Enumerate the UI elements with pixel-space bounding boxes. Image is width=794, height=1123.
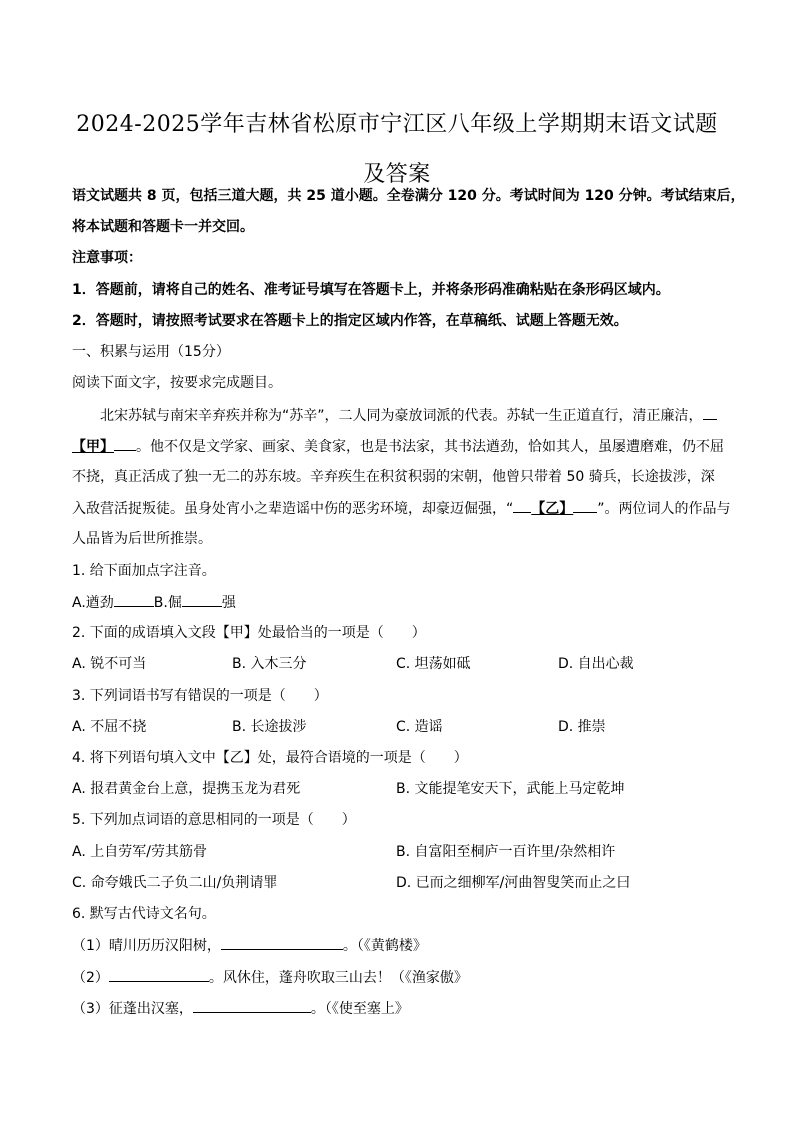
page-title: 2024-2025学年吉林省松原市宁江区八年级上学期期末语文试题及答案 (76, 112, 718, 187)
option-c[interactable]: C. 命夸娥氏二子负二山/负荆请罪 (72, 875, 278, 891)
intro-line-1: 语文试题共 8 页，包括三道大题，共 25 道小题。全卷满分 120 分。考试时间为 120 分钟。考试结束后， (72, 188, 745, 204)
question-1-stem: 1. 给下面加点字注音。 (72, 563, 216, 579)
passage-line-1 (72, 405, 760, 426)
recite-item-2 (72, 967, 732, 988)
question-3-stem: 3. 下列词语书写有错误的一项是（ ） (72, 688, 328, 704)
blank-yi-start (513, 498, 531, 513)
option-a[interactable]: A. 不屈不挠 (72, 719, 147, 735)
question-5-stem: 5. 下列加点词语的意思相同的一项是（ ） (72, 812, 356, 828)
recite-prefix: （1）晴川历历汉阳树， (72, 938, 221, 954)
option-c[interactable]: C. 造谣 (396, 719, 443, 735)
yi-marker: 【乙】 (531, 501, 574, 517)
blank-yi-end (573, 498, 597, 513)
question-2-stem: 2. 下面的成语填入文段【甲】处最恰当的一项是（ ） (72, 625, 426, 641)
recite-blank-2[interactable] (109, 967, 209, 982)
option-b[interactable]: B. 长途拔涉 (232, 719, 307, 735)
option-b[interactable]: B. 入木三分 (232, 656, 307, 672)
option-b[interactable]: B. 文能提笔安天下，武能上马定乾坤 (396, 781, 625, 797)
recite-blank-3[interactable] (193, 998, 311, 1013)
blank-jia-start (703, 405, 717, 420)
option-c[interactable]: C. 坦荡如砥 (396, 656, 471, 672)
option-b: B.倔 (153, 595, 182, 611)
passage-text: 北宋苏轼与南宋辛弃疾并称为“苏辛”，二人同为豪放词派的代表。苏轼一生正道直行，清正廉洁， (100, 408, 703, 424)
option-a[interactable]: A. 锐不可当 (72, 656, 147, 672)
recite-suffix: 。风休住，蓬舟吹取三山去！（《渔家傲》 (208, 970, 468, 986)
passage-line-4 (72, 498, 732, 519)
passage-text: ”。两位词人的作品与 (597, 501, 731, 517)
option-a: A.遒劲 (72, 595, 114, 611)
note-1: 1．答题前，请将自己的姓名、准考证号填写在答题卡上，并将条形码准确粘贴在条形码区域内。 (72, 282, 670, 298)
note-2: 2．答题时，请按照考试要求在答题卡上的指定区域内作答，在草稿纸、试题上答题无效。 (72, 313, 628, 329)
section-heading: 一、积累与运用（15分） (72, 344, 230, 360)
passage-line-3: 不挠，真正活成了独一无二的苏东坡。辛弃疾生在积贫积弱的宋朝，他曾只带着 50 骑兵，长途拔涉，深 (72, 469, 715, 485)
intro-line-2: 将本试题和答题卡一并交回。 (72, 219, 254, 235)
option-a[interactable]: A. 报君黄金台上意，提携玉龙为君死 (72, 781, 301, 797)
blank-jia-end (114, 436, 136, 451)
answer-blank-b[interactable] (182, 592, 222, 607)
answer-blank-a[interactable] (114, 592, 154, 607)
question-1-options (72, 592, 732, 613)
option-b[interactable]: B. 自富阳至桐庐一百许里/杂然相许 (396, 844, 616, 860)
passage-line-5: 人品皆为后世所推崇。 (72, 531, 212, 547)
recite-item-1 (72, 935, 732, 956)
notes-heading: 注意事项： (72, 250, 142, 266)
recite-blank-1[interactable] (221, 935, 343, 950)
passage-line-2 (72, 436, 732, 457)
recite-suffix: 。（《使至塞上》 (310, 1001, 409, 1017)
option-a[interactable]: A. 上自劳军/劳其筋骨 (72, 844, 207, 860)
option-b-end: 强 (221, 595, 236, 611)
question-4-stem: 4. 将下列语句填入文中【乙】处，最符合语境的一项是（ ） (72, 750, 468, 766)
option-d[interactable]: D. 自出心裁 (558, 656, 634, 672)
recite-item-3 (72, 998, 732, 1019)
passage-text: 入敌营活捉叛徒。虽身处宵小之辈造谣中伤的恶劣环境，却豪迈倔强，“ (72, 501, 514, 517)
jia-marker: 【甲】 (72, 439, 114, 455)
recite-suffix: 。（《黄鹤楼》 (342, 938, 427, 954)
recite-prefix: （2） (72, 970, 109, 986)
passage-text: 。他不仅是文学家、画家、美食家，也是书法家，其书法遒劲，恰如其人，虽屡遭磨难，仍不屈 (136, 439, 724, 455)
option-d[interactable]: D. 推崇 (558, 719, 606, 735)
question-6-stem: 6. 默写古代诗文名句。 (72, 906, 216, 922)
option-d[interactable]: D. 已而之细柳军/河曲智叟笑而止之曰 (396, 875, 631, 891)
recite-prefix: （3）征蓬出汉塞， (72, 1001, 193, 1017)
reading-instruction: 阅读下面文字，按要求完成题目。 (72, 375, 282, 391)
